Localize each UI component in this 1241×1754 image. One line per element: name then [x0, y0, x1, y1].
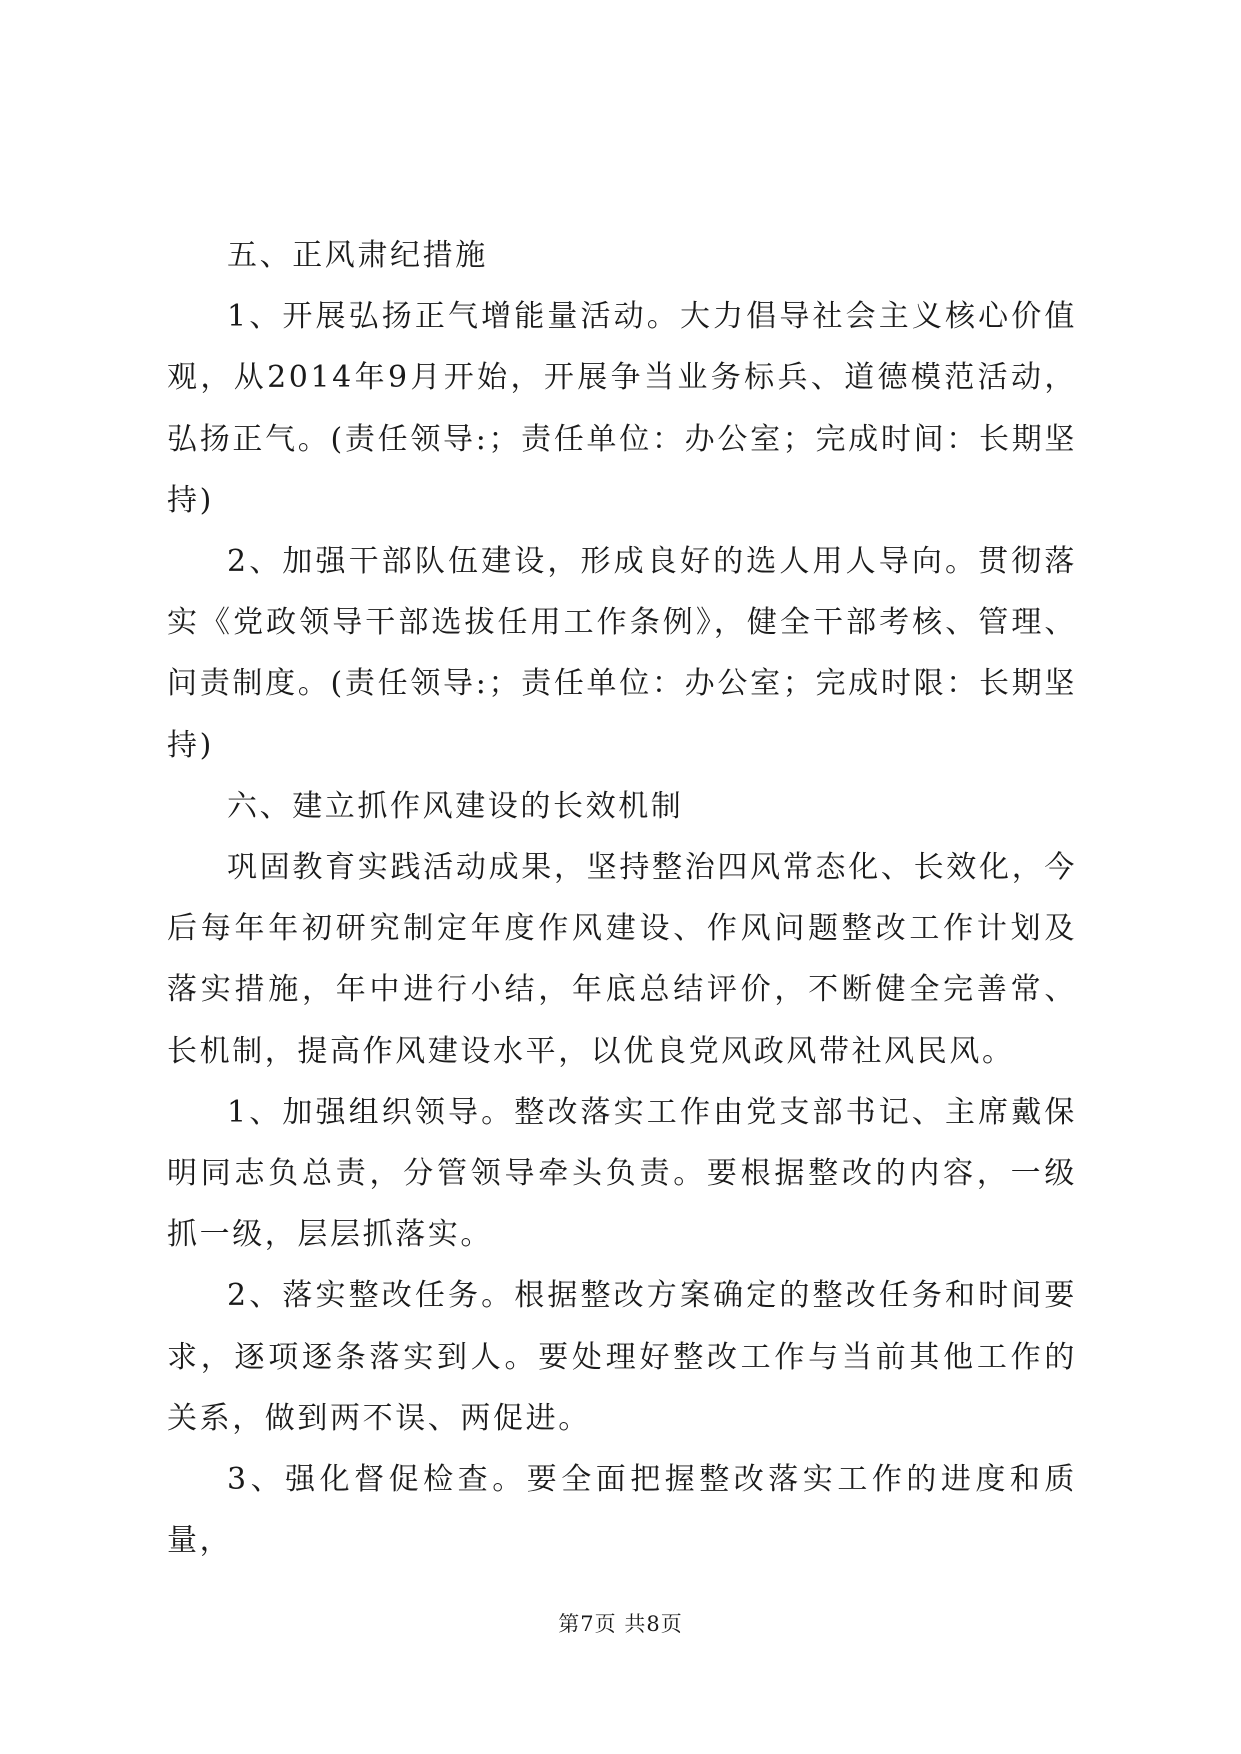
- paragraph: 巩固教育实践活动成果，坚持整治四风常态化、长效化，今后每年年初研究制定年度作风建设、作风问题整改工作计划及落实措施，年中进行小结，年底总结评价，不断健全完善常、长机制，提高作风建设水平，以优良党风政风带社风民风。: [167, 850, 1077, 1069]
- section-heading: 六、建立抓作风建设的长效机制: [227, 788, 684, 824]
- paragraph: 3、强化督促检查。要全面把握整改落实工作的进度和质量，: [167, 1462, 1077, 1559]
- page-number-footer: 第7页 共8页: [558, 1612, 683, 1636]
- paragraph: 2、落实整改任务。根据整改方案确定的整改任务和时间要求，逐项逐条落实到人。要处理好整改工作与当前其他工作的关系，做到两不误、两促进。: [167, 1278, 1077, 1436]
- paragraph: 2、加强干部队伍建设，形成良好的选人用人导向。贯彻落实《党政领导干部选拔任用工作条例》，健全干部考核、管理、问责制度。(责任领导:；责任单位：办公室；完成时限：长期坚持): [167, 544, 1077, 763]
- document-body: [167, 225, 1077, 1571]
- section-heading: 五、正风肃纪措施: [227, 238, 488, 273]
- paragraph: 1、开展弘扬正气增能量活动。大力倡导社会主义核心价值观，从2014年9月开始，开展争当业务标兵、道德模范活动，弘扬正气。(责任领导:；责任单位：办公室；完成时间：长期坚持): [167, 299, 1077, 518]
- paragraph: 1、加强组织领导。整改落实工作由党支部书记、主席戴保明同志负总责，分管领导牵头负责。要根据整改的内容，一级抓一级，层层抓落实。: [167, 1094, 1077, 1253]
